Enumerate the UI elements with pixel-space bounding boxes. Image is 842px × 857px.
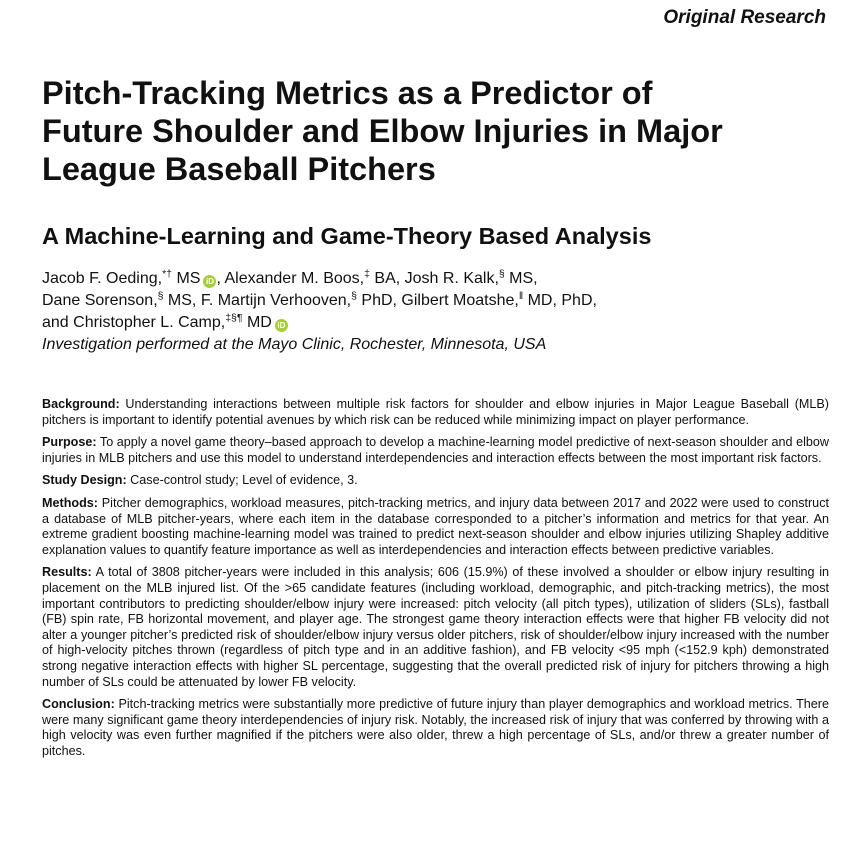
author-line-1 [42,268,832,290]
author-name: BA, Josh R. Kalk, [369,270,499,287]
institution-line: Investigation performed at the Mayo Clinic, Rochester, Minnesota, USA [42,336,547,353]
abstract-results [42,565,829,690]
abstract [42,397,829,766]
affiliation-mark: ‡§¶ [225,312,243,324]
affiliation-mark: ‡ [364,268,370,280]
abstract-text: Case-control study; Level of evidence, 3. [126,473,358,488]
abstract-study-design [42,473,829,489]
author-name: MS, F. Martijn Verhooven, [163,292,352,309]
author-line-3 [42,312,832,334]
affiliation-mark: *† [162,268,173,280]
author-name: Dane Sorenson, [42,292,158,309]
author-name: PhD, Gilbert Moatshe, [356,292,519,309]
author-name: , Alexander M. Boos, [216,270,365,287]
affiliation-mark: ǁ [518,290,524,302]
abstract-purpose [42,435,829,466]
title-line: Pitch-Tracking Metrics as a Predictor of [42,75,653,111]
title-line: League Baseball Pitchers [42,151,436,187]
abstract-text: To apply a novel game theory–based approach to develop a machine-learning model predictive of next-season shoulder and elbow injuries in MLB pitchers and use this model to understand interdependencies and interaction effects between the most important risk factors. [42,435,829,465]
orcid-icon[interactable]: iD [275,319,288,332]
author-name: and Christopher L. Camp, [42,314,226,331]
abstract-label: Background: [42,397,120,411]
title-line: Future Shoulder and Elbow Injuries in Major [42,113,723,149]
article-title [42,74,832,188]
affiliation-mark: § [498,268,505,280]
author-degree: MS [172,270,201,287]
abstract-label: Study Design: [42,473,127,488]
abstract-label: Results: [42,565,92,580]
article-subtitle: A Machine-Learning and Game-Theory Based Analysis [42,223,652,249]
abstract-conclusion [42,697,829,759]
affiliation-mark: § [351,290,357,302]
author-degree: MS, [504,270,538,287]
abstract-label: Purpose: [42,435,97,450]
abstract-background [42,397,829,428]
section-label: Original Research [663,7,826,28]
author-list [42,268,832,356]
affiliation-mark: § [157,290,164,302]
abstract-methods [42,496,829,558]
abstract-text: Pitch-tracking metrics were substantially more predictive of future injury than player demographics and workload metrics. There were many significant game theory interdependencies of injury risk. Notably, the increased risk of injury that was conferred by throwing with a high velocity was even further magnified if the pitchers were also older, threw a high percentage of SLs, and/or threw a greater number of pitches. [42,697,829,758]
abstract-text: Pitcher demographics, workload measures, pitch-tracking metrics, and injury data between 2017 and 2022 were used to construct a database of MLB pitcher-years, where each item in the database corresponded to a pitcher’s information and metrics for that year. An extreme gradient boosting machine-learning model was trained to predict next-season shoulder and elbow injuries utilizing Shapley additive explanation values to quantify feature importance as well as interdependencies and interaction effects between predictive variables. [42,495,829,557]
abstract-label: Methods: [42,495,98,510]
author-degree: MD [242,314,272,331]
orcid-icon[interactable]: iD [203,275,216,288]
author-line-2 [42,290,832,312]
author-name: Jacob F. Oeding, [42,270,163,287]
abstract-label: Conclusion: [42,697,115,712]
author-degree: MD, PhD, [523,292,597,309]
abstract-text: A total of 3808 pitcher-years were included in this analysis; 606 (15.9%) of these involved a shoulder or elbow injury resulting in placement on the MLB injured list. Of the >65 candidate features (including workload, demographic, and pitch-tracking metrics), the most important contributors to predicting shoulder/elbow injury were increased: pitch velocity (all pitch types), utilization of sliders (SLs), fastball (FB) spin rate, FB horizontal movement, and player age. The strongest game theory interaction effects were that higher FB velocity did not alter a younger pitcher’s predicted risk of shoulder/elbow injury versus older pitchers, risk of shoulder/elbow injury increased with the number of high-velocity pitches thrown (regardless of pitch type and in an additive fashion), and FB velocity <95 mph (<152.9 kph) demonstrated strong negative interaction effects with higher SL percentage, suggesting that the overall predicted risk of injury for pitchers throwing a high number of SLs could be attenuated by lower FB velocity. [42,565,829,689]
abstract-text: Understanding interactions between multiple risk factors for shoulder and elbow injuries in Major League Baseball (MLB) pitchers is important to identify potential avenues by which risk can be reduced while minimizing impact on player performance. [42,397,829,427]
